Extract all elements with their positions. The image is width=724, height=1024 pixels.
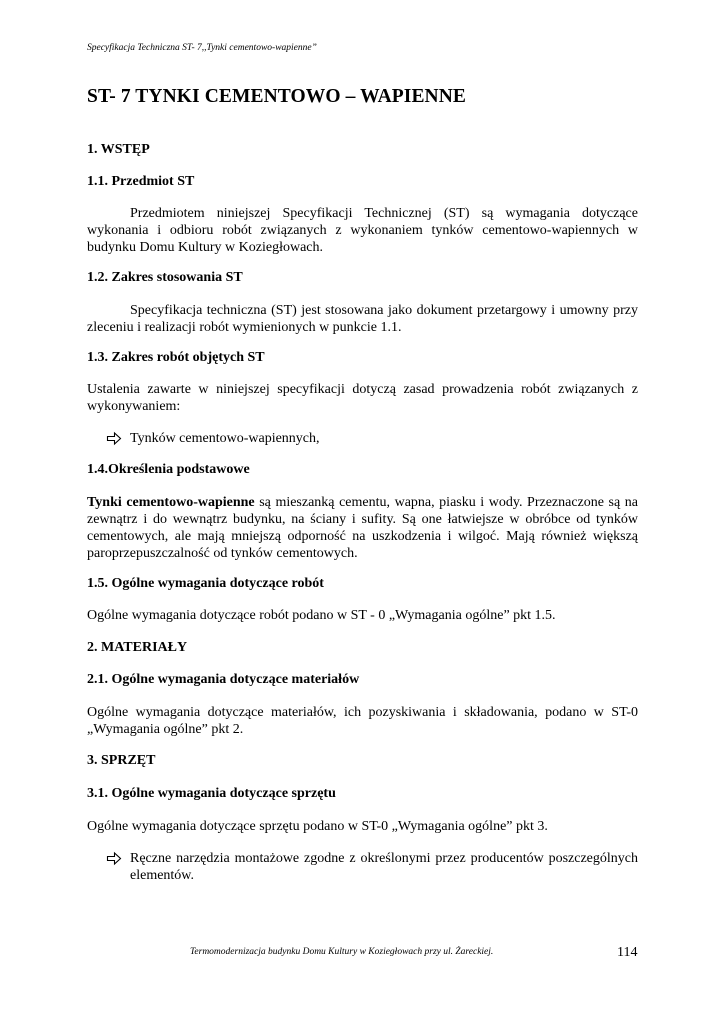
bullet-text: Tynków cementowo-wapiennych, <box>130 431 320 446</box>
section-heading-3-1: 3.1. Ogólne wymagania dotyczące sprzętu <box>87 786 336 801</box>
section-heading-1-4: 1.4.Określenia podstawowe <box>87 462 250 477</box>
section-heading-1-1: 1.1. Przedmiot ST <box>87 174 195 189</box>
bullet-item-3-1 <box>106 850 638 884</box>
running-footer: Termomodernizacja budynku Domu Kultury w Koziegłowach przy ul. Żareckiej. <box>190 947 494 957</box>
paragraph-3-1: Ogólne wymagania dotyczące sprzętu podano w ST-0 „Wymagania ogólne” pkt 3. <box>87 819 548 834</box>
definition-text: są mieszanką cementu, wapna, piasku i wody. Przeznaczone są na zewnątrz i do wewnątrz budynku, na ściany i sufity. Są one łatwiejsze w obróbce od tynków cementowych, ale mają mniejszą odporność na uszkodzenia i wilgoć. Mają również większą paroprzepuszczalność od tynków cementowych. <box>87 495 638 561</box>
section-heading-1: 1. WSTĘP <box>87 142 150 157</box>
page-number: 114 <box>617 945 638 960</box>
section-heading-3: 3. SPRZĘT <box>87 753 156 768</box>
bullet-item-1-3 <box>106 430 638 447</box>
paragraph-1-2: Specyfikacja techniczna (ST) jest stosowana jako dokument przetargowy i umowny przy zleceniu i realizacji robót wymienionych w punkcie 1.1. <box>87 303 638 335</box>
defined-term: Tynki cementowo-wapienne <box>87 495 255 510</box>
outlined-right-arrow-icon <box>106 850 122 867</box>
document-title: ST- 7 TYNKI CEMENTOWO – WAPIENNE <box>87 86 467 107</box>
paragraph-1-5: Ogólne wymagania dotyczące robót podano w ST - 0 „Wymagania ogólne” pkt 1.5. <box>87 608 556 623</box>
section-heading-1-2: 1.2. Zakres stosowania ST <box>87 270 243 285</box>
section-heading-2: 2. MATERIAŁY <box>87 640 188 655</box>
paragraph-2-1: Ogólne wymagania dotyczące materiałów, ich pozyskiwania i składowania, podano w ST-0 „Wymagania ogólne” pkt 2. <box>87 705 638 737</box>
paragraph-1-4 <box>87 494 638 562</box>
section-heading-1-3: 1.3. Zakres robót objętych ST <box>87 350 265 365</box>
outlined-right-arrow-icon <box>106 430 122 447</box>
paragraph-1-3: Ustalenia zawarte w niniejszej specyfikacji dotyczą zasad prowadzenia robót związanych z wykonywaniem: <box>87 382 638 414</box>
bullet-text: Ręczne narzędzia montażowe zgodne z określonymi przez producentów poszczególnych elementów. <box>130 851 638 883</box>
section-heading-1-5: 1.5. Ogólne wymagania dotyczące robót <box>87 576 324 591</box>
section-heading-2-1: 2.1. Ogólne wymagania dotyczące materiałów <box>87 672 360 687</box>
running-header: Specyfikacja Techniczna ST- 7,,Tynki cementowo-wapienne” <box>87 43 317 53</box>
paragraph-1-1: Przedmiotem niniejszej Specyfikacji Technicznej (ST) są wymagania dotyczące wykonania i odbioru robót związanych z wykonaniem tynków cementowo-wapiennych w budynku Domu Kultury w Koziegłowach. <box>87 206 638 255</box>
